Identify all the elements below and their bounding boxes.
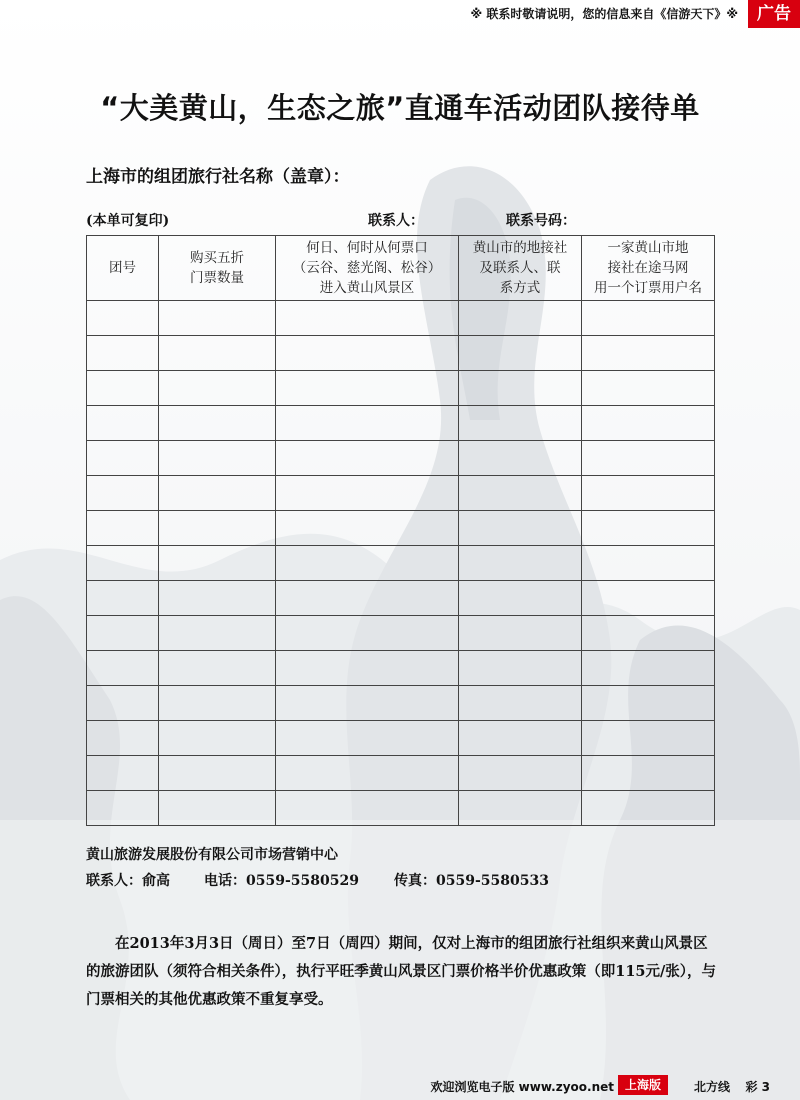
table-cell-blank[interactable] bbox=[276, 756, 459, 791]
table-cell-blank[interactable] bbox=[159, 791, 276, 826]
table-cell-blank[interactable] bbox=[459, 756, 582, 791]
table-cell-blank[interactable] bbox=[459, 476, 582, 511]
column-header-booking-username: 一家黄山市地 接社在途马网 用一个订票用户名 bbox=[582, 236, 715, 301]
table-cell-blank[interactable] bbox=[276, 546, 459, 581]
table-cell-blank[interactable] bbox=[159, 511, 276, 546]
table-cell-blank[interactable] bbox=[582, 686, 715, 721]
footer-website-link[interactable]: 欢迎浏览电子版 www.zyoo.net bbox=[430, 1080, 614, 1094]
table-cell-blank[interactable] bbox=[87, 686, 159, 721]
table-row bbox=[87, 616, 715, 651]
table-row bbox=[87, 406, 715, 441]
table-cell-blank[interactable] bbox=[459, 336, 582, 371]
table-cell-blank[interactable] bbox=[459, 791, 582, 826]
table-cell-blank[interactable] bbox=[582, 476, 715, 511]
table-cell-blank[interactable] bbox=[159, 301, 276, 336]
table-row bbox=[87, 651, 715, 686]
table-cell-blank[interactable] bbox=[159, 686, 276, 721]
table-row bbox=[87, 511, 715, 546]
contact-phone-label: 联系号码： bbox=[506, 213, 576, 229]
table-cell-blank[interactable] bbox=[582, 791, 715, 826]
table-row bbox=[87, 721, 715, 756]
contact-person: 联系人：俞高 bbox=[86, 873, 170, 889]
table-cell-blank[interactable] bbox=[582, 546, 715, 581]
table-cell-blank[interactable] bbox=[87, 721, 159, 756]
table-cell-blank[interactable] bbox=[582, 301, 715, 336]
footer-section-name: 北方线 bbox=[693, 1080, 730, 1094]
table-cell-blank[interactable] bbox=[276, 791, 459, 826]
table-cell-blank[interactable] bbox=[582, 581, 715, 616]
table-cell-blank[interactable] bbox=[87, 791, 159, 826]
table-cell-blank[interactable] bbox=[87, 336, 159, 371]
table-row bbox=[87, 336, 715, 371]
copy-note: (本单可复印) bbox=[86, 213, 170, 229]
page-title: “大美黄山，生态之旅”直通车活动团队接待单 bbox=[100, 91, 700, 125]
table-cell-blank[interactable] bbox=[159, 721, 276, 756]
table-row bbox=[87, 756, 715, 791]
table-cell-blank[interactable] bbox=[276, 651, 459, 686]
table-cell-blank[interactable] bbox=[276, 336, 459, 371]
table-cell-blank[interactable] bbox=[87, 406, 159, 441]
table-cell-blank[interactable] bbox=[459, 371, 582, 406]
table-cell-blank[interactable] bbox=[87, 441, 159, 476]
table-body bbox=[87, 301, 715, 826]
table-cell-blank[interactable] bbox=[276, 441, 459, 476]
table-row bbox=[87, 791, 715, 826]
column-header-local-agency: 黄山市的地接社 及联系人、联 系方式 bbox=[459, 236, 582, 301]
table-cell-blank[interactable] bbox=[459, 301, 582, 336]
table-cell-blank[interactable] bbox=[159, 651, 276, 686]
table-cell-blank[interactable] bbox=[87, 756, 159, 791]
table-cell-blank[interactable] bbox=[87, 511, 159, 546]
table-cell-blank[interactable] bbox=[276, 581, 459, 616]
table-cell-blank[interactable] bbox=[87, 301, 159, 336]
table-cell-blank[interactable] bbox=[87, 651, 159, 686]
column-header-group-number: 团号 bbox=[87, 236, 159, 301]
table-cell-blank[interactable] bbox=[582, 616, 715, 651]
table-cell-blank[interactable] bbox=[159, 476, 276, 511]
table-cell-blank[interactable] bbox=[459, 406, 582, 441]
table-cell-blank[interactable] bbox=[276, 476, 459, 511]
table-cell-blank[interactable] bbox=[582, 651, 715, 686]
contact-fax: 传真：0559-5580533 bbox=[394, 873, 549, 889]
table-cell-blank[interactable] bbox=[276, 406, 459, 441]
table-cell-blank[interactable] bbox=[582, 721, 715, 756]
contact-notice: ※ 联系时敬请说明，您的信息来自《信游天下》※ bbox=[470, 7, 738, 21]
table-row bbox=[87, 371, 715, 406]
table-cell-blank[interactable] bbox=[459, 686, 582, 721]
table-cell-blank[interactable] bbox=[459, 651, 582, 686]
table-cell-blank[interactable] bbox=[276, 371, 459, 406]
table-cell-blank[interactable] bbox=[459, 616, 582, 651]
table-cell-blank[interactable] bbox=[159, 756, 276, 791]
table-cell-blank[interactable] bbox=[87, 616, 159, 651]
table-row bbox=[87, 476, 715, 511]
table-cell-blank[interactable] bbox=[582, 756, 715, 791]
contact-person-label: 联系人： bbox=[368, 213, 424, 229]
reception-form-table bbox=[86, 235, 715, 826]
table-cell-blank[interactable] bbox=[459, 441, 582, 476]
column-header-entry-time-gate: 何日、何时从何票口 （云谷、慈光阁、松谷） 进入黄山风景区 bbox=[276, 236, 459, 301]
table-cell-blank[interactable] bbox=[159, 371, 276, 406]
table-cell-blank[interactable] bbox=[159, 406, 276, 441]
agency-name-label: 上海市的组团旅行社名称（盖章）： bbox=[86, 167, 350, 187]
table-cell-blank[interactable] bbox=[159, 581, 276, 616]
table-cell-blank[interactable] bbox=[159, 336, 276, 371]
contact-info-row bbox=[86, 870, 726, 892]
footer-edition-badge: 上海版 bbox=[618, 1075, 668, 1095]
footer-page-number: 彩 3 bbox=[745, 1080, 770, 1094]
top-bar bbox=[0, 0, 800, 26]
table-cell-blank[interactable] bbox=[276, 301, 459, 336]
table-cell-blank[interactable] bbox=[582, 336, 715, 371]
table-header-row bbox=[87, 236, 715, 301]
table-cell-blank[interactable] bbox=[87, 476, 159, 511]
table-cell-blank[interactable] bbox=[459, 546, 582, 581]
table-cell-blank[interactable] bbox=[459, 511, 582, 546]
table-cell-blank[interactable] bbox=[276, 616, 459, 651]
table-cell-blank[interactable] bbox=[276, 721, 459, 756]
table-cell-blank[interactable] bbox=[159, 546, 276, 581]
page-footer bbox=[0, 1072, 800, 1100]
table-cell-blank[interactable] bbox=[582, 406, 715, 441]
table-cell-blank[interactable] bbox=[459, 721, 582, 756]
table-cell-blank[interactable] bbox=[582, 441, 715, 476]
table-cell-blank[interactable] bbox=[159, 441, 276, 476]
table-cell-blank[interactable] bbox=[276, 511, 459, 546]
table-cell-blank[interactable] bbox=[276, 686, 459, 721]
table-row bbox=[87, 581, 715, 616]
table-row bbox=[87, 441, 715, 476]
table-cell-blank[interactable] bbox=[87, 546, 159, 581]
table-cell-blank[interactable] bbox=[159, 616, 276, 651]
ad-badge: 广告 bbox=[748, 0, 800, 28]
column-header-ticket-quantity: 购买五折 门票数量 bbox=[159, 236, 276, 301]
form-meta-row bbox=[86, 210, 716, 232]
table-cell-blank[interactable] bbox=[582, 371, 715, 406]
table-cell-blank[interactable] bbox=[582, 511, 715, 546]
table-cell-blank[interactable] bbox=[459, 581, 582, 616]
contact-telephone: 电话：0559-5580529 bbox=[204, 873, 359, 889]
table-cell-blank[interactable] bbox=[87, 371, 159, 406]
organizer-name: 黄山旅游发展股份有限公司市场营销中心 bbox=[86, 847, 338, 863]
table-row bbox=[87, 686, 715, 721]
table-cell-blank[interactable] bbox=[87, 581, 159, 616]
table-row bbox=[87, 546, 715, 581]
table-row bbox=[87, 301, 715, 336]
policy-notice-paragraph: 在2013年3月3日（周日）至7日（周四）期间，仅对上海市的组团旅行社组织来黄山风景区的旅游团队（须符合相关条件），执行平旺季黄山风景区门票价格半价优惠政策（即115元/张），与门票相关的其他优惠政策不重复享受。 bbox=[86, 935, 717, 1008]
